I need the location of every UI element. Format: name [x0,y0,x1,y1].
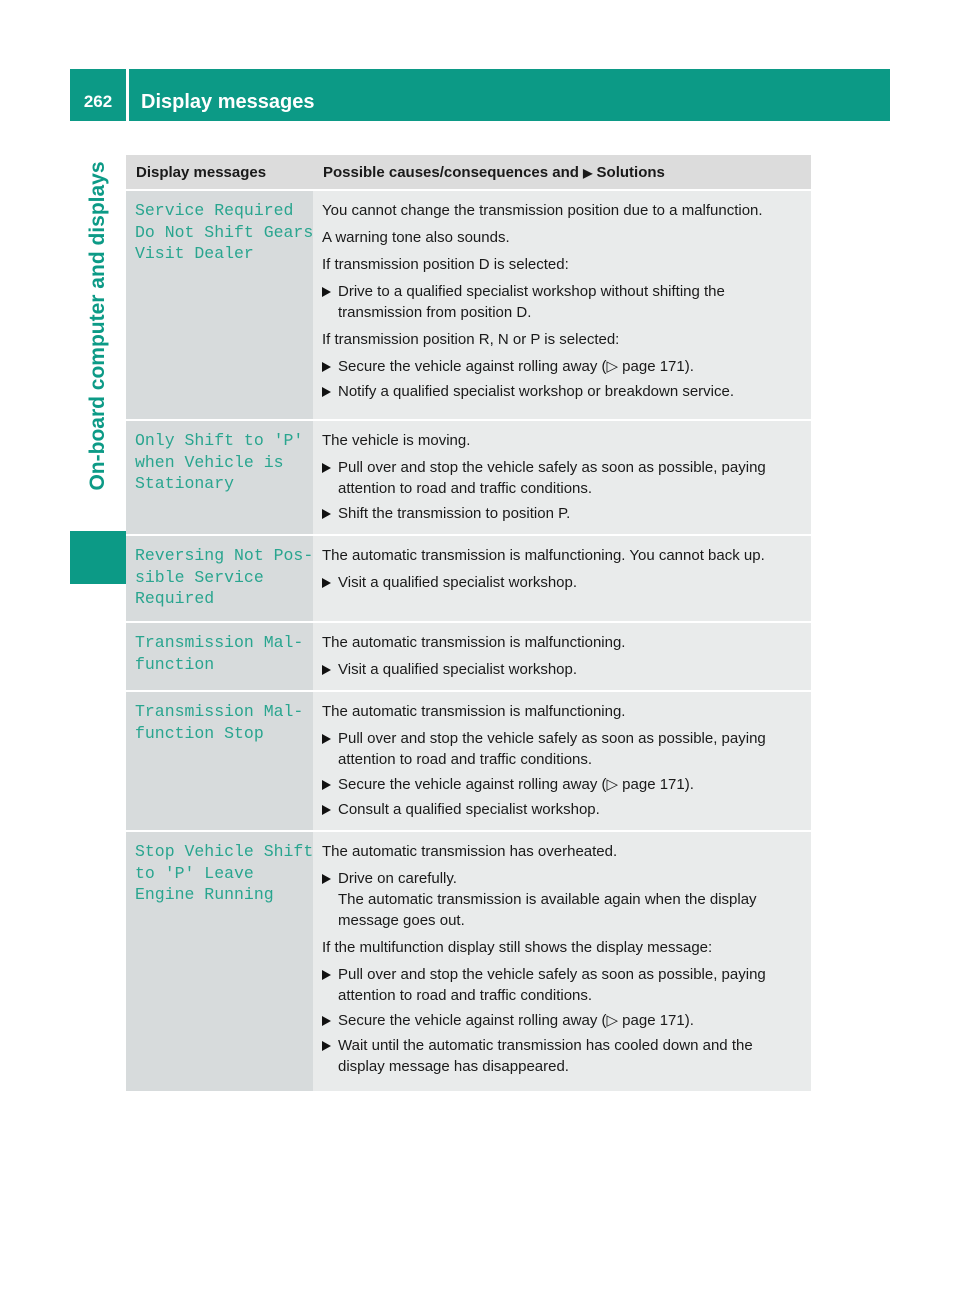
table-row [126,420,811,535]
step-arrow-icon [322,970,331,980]
display-message [126,622,313,691]
message-line: Only Shift to 'P' [135,431,304,450]
message-description [313,831,811,1092]
solution-step [322,1035,803,1077]
step-arrow-icon [322,805,331,815]
message-line: Stop Vehicle Shift [135,842,314,861]
step-text: Shift the transmission to position P. [338,505,571,522]
column-header-solutions-label: Solutions [596,163,665,181]
display-messages-table [126,155,811,1093]
table-row [126,691,811,831]
column-header-causes: Possible causes/consequences and [323,163,579,181]
header-divider [126,69,129,121]
display-message [126,535,313,622]
solution-step [322,659,803,680]
message-line: when Vehicle is [135,452,284,472]
solution-step [322,281,803,323]
message-description [313,691,811,831]
description-text: The automatic transmission is malfunctioning. [322,703,626,720]
step-arrow-icon [322,463,331,473]
message-line: Visit Dealer [135,244,254,263]
step-text: Drive to a qualified specialist workshop without shifting the transmission from position D. [338,283,725,321]
step-arrow-icon [322,578,331,588]
display-message [126,691,313,831]
step-arrow-icon [322,362,331,372]
step-text: Pull over and stop the vehicle safely as soon as possible, paying attention to road and traffic conditions. [338,966,766,1004]
table-row [126,190,811,420]
step-arrow-icon [322,1016,331,1026]
side-tab-marker [70,531,126,584]
description-text: The vehicle is moving. [322,432,471,449]
table-row [126,831,811,1092]
page-title: Display messages [141,91,315,113]
step-text: Visit a qualified specialist workshop. [338,574,578,591]
step-note: The automatic transmission is available again when the display message goes out. [338,891,757,929]
solution-step [322,868,803,931]
column-header-messages: Display messages [126,155,313,190]
message-description [313,535,811,622]
step-text: Secure the vehicle against rolling away (▷ page 171). [338,358,694,375]
step-text: Notify a qualified specialist workshop or breakdown service. [338,383,735,400]
message-line: Transmission Mal‐ [135,633,304,652]
step-text: Wait until the automatic transmission has cooled down and the display message has disappeared. [338,1037,753,1075]
description-text: If transmission position D is selected: [322,256,569,273]
message-line: Stationary [135,474,235,493]
page-number: 262 [83,92,113,111]
description-text: You cannot change the transmission position due to a malfunction. [322,202,763,219]
message-line: Engine Running [135,885,274,904]
step-text: Secure the vehicle against rolling away (▷ page 171). [338,1012,694,1029]
solution-step [322,799,803,820]
step-arrow-icon [322,734,331,744]
solution-step [322,503,803,524]
display-message [126,190,313,420]
step-arrow-icon [322,287,331,297]
step-arrow-icon [322,874,331,884]
message-line: function [135,654,215,674]
display-message [126,420,313,535]
side-tab-text: On-board computer and displays [86,161,109,491]
solutions-arrow-icon: ▶ [583,165,593,180]
side-tab-label [70,121,126,531]
step-text: Pull over and stop the vehicle safely as soon as possible, paying attention to road and traffic conditions. [338,459,766,497]
step-text: Consult a qualified specialist workshop. [338,801,600,818]
table-row [126,535,811,622]
description-text: The automatic transmission is malfunctioning. You cannot back up. [322,547,765,564]
message-line: Reversing Not Pos‐ [135,546,314,565]
display-message [126,831,313,1092]
description-text: The automatic transmission has overheated. [322,843,618,860]
solution-step [322,774,803,795]
message-description [313,190,811,420]
table-row [126,622,811,691]
description-text: The automatic transmission is malfunctioning. [322,634,626,651]
solution-step [322,381,803,402]
step-arrow-icon [322,509,331,519]
message-line: sible Service [135,567,264,587]
description-text: A warning tone also sounds. [322,229,510,246]
solution-step [322,964,803,1006]
step-text: Visit a qualified specialist workshop. [338,661,578,678]
table-header-row [126,155,811,190]
step-text: Secure the vehicle against rolling away (▷ page 171). [338,776,694,793]
message-description [313,622,811,691]
solution-step [322,572,803,593]
solution-step [322,457,803,499]
message-description [313,420,811,535]
step-arrow-icon [322,780,331,790]
description-text: If transmission position R, N or P is selected: [322,331,620,348]
message-line: to 'P' Leave [135,863,254,883]
solution-step [322,728,803,770]
description-text: If the multifunction display still shows the display message: [322,939,713,956]
message-line: Required [135,589,215,608]
step-text: Drive on carefully. [338,870,457,887]
column-header-solutions [313,155,811,190]
step-arrow-icon [322,665,331,675]
message-line: Do Not Shift Gears [135,222,314,242]
message-line: Service Required [135,201,294,220]
solution-step [322,1010,803,1031]
step-arrow-icon [322,387,331,397]
step-text: Pull over and stop the vehicle safely as soon as possible, paying attention to road and traffic conditions. [338,730,766,768]
solution-step [322,356,803,377]
step-arrow-icon [322,1041,331,1051]
message-line: Transmission Mal‐ [135,702,304,721]
message-line: function Stop [135,723,264,743]
